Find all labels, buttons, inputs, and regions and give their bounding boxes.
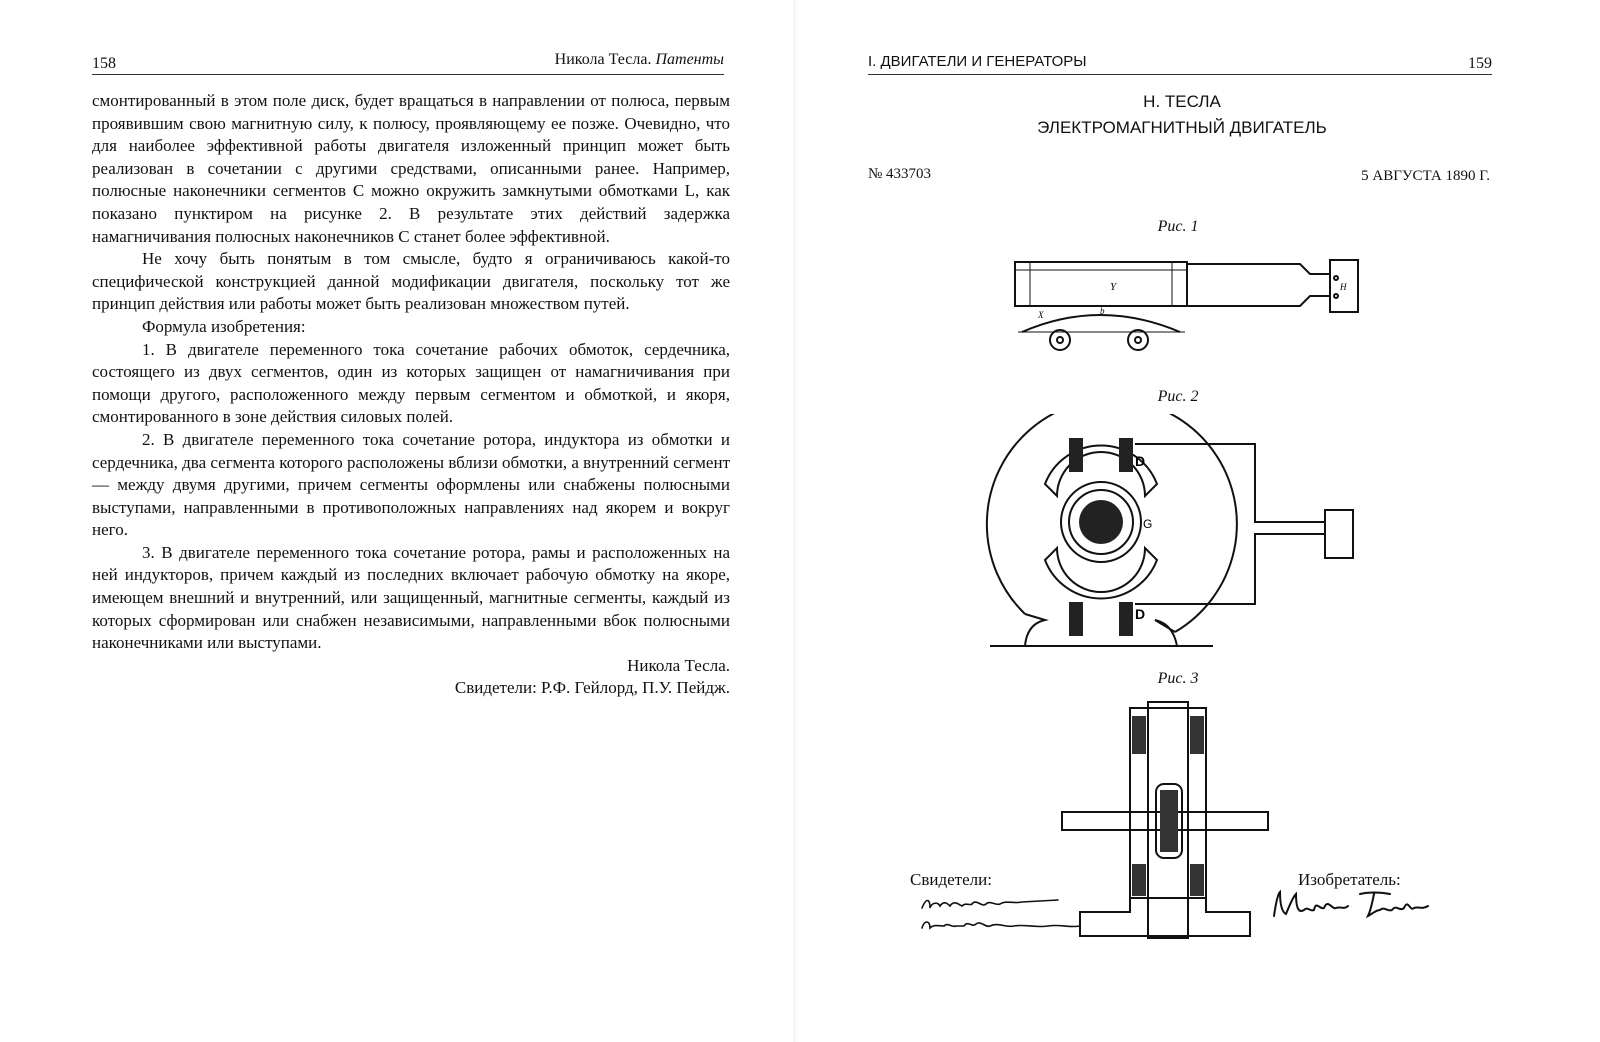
book-gutter bbox=[793, 0, 799, 1042]
svg-text:D: D bbox=[1135, 606, 1146, 622]
witnesses-label: Свидетели: bbox=[910, 870, 992, 889]
running-header-left bbox=[555, 50, 724, 70]
patent-author: Н. ТЕСЛА bbox=[1143, 92, 1221, 111]
figure-1-drawing bbox=[1000, 248, 1370, 360]
section-title: I. ДВИГАТЕЛИ И ГЕНЕРАТОРЫ bbox=[868, 53, 1087, 70]
svg-text:X: X bbox=[1038, 310, 1044, 320]
witness-signatures-image bbox=[918, 890, 1088, 942]
page-number-right: 159 bbox=[1468, 55, 1492, 72]
figure-3-caption: Рис. 3 bbox=[1157, 670, 1199, 687]
patent-date: 5 АВГУСТА 1890 Г. bbox=[1361, 168, 1490, 184]
figure-3-drawing bbox=[1060, 698, 1270, 942]
right-page bbox=[800, 0, 1600, 1042]
figure-2-caption: Рис. 2 bbox=[1157, 388, 1199, 405]
header-rule-left bbox=[92, 74, 724, 75]
svg-text:G: G bbox=[1143, 517, 1153, 531]
figure-2-drawing bbox=[985, 414, 1365, 658]
author-signature-line: Никола Тесла. bbox=[627, 655, 730, 675]
svg-text:Y: Y bbox=[1110, 281, 1117, 293]
claim-1: 1. В двигателе переменного тока сочетание рабочих обмоток, сердечника, состоящего из двух сегментов, один из которых защищен от намагничивания при помощи другого, расположенного между первым сегментом и обмоткой, и якоря, смонтированного в зоне действия силовых полей. bbox=[92, 339, 730, 427]
svg-text:D: D bbox=[1135, 453, 1146, 469]
page-number-left: 158 bbox=[92, 55, 116, 72]
header-author: Никола Тесла. bbox=[554, 51, 652, 68]
patent-number: № 433703 bbox=[868, 166, 932, 182]
claim-2: 2. В двигателе переменного тока сочетание ротора, индуктора из обмотки и сердечника, два сегмента которого расположены вблизи обмотки, а внутренний сегмент — между двумя другими, причем сегменты оформлены или снабжены полюсными выступами, направленными в противоположных направлениях над якорем и вокруг него. bbox=[92, 429, 730, 540]
svg-text:H: H bbox=[1340, 282, 1347, 292]
paragraph-2: Не хочу быть понятым в том смысле, будто я ограничиваюсь какой-то специфической конструкцией данной модификации двигателя, поскольку тот же принцип действия или работы может быть реализован множеством путей. bbox=[92, 249, 730, 314]
svg-text:b: b bbox=[1100, 306, 1105, 316]
header-rule-right bbox=[868, 74, 1492, 75]
left-page bbox=[0, 0, 790, 1042]
claim-3: 3. В двигателе переменного тока сочетание ротора, рамы и расположенных на ней индукторов, причем каждый из последних включает рабочую обмотку на якоре, имеющем внешний и внутренний, или защищенный, магнитные сегменты, каждый из которых сформирован или снабжен независимыми, направленными вбок полюсными наконечниками или выступами. bbox=[92, 542, 730, 653]
claims-heading: Формула изобретения: bbox=[142, 316, 306, 336]
patent-title: ЭЛЕКТРОМАГНИТНЫЙ ДВИГАТЕЛЬ bbox=[1037, 118, 1327, 137]
header-book-title: Патенты bbox=[655, 51, 724, 68]
witnesses-line: Свидетели: Р.Ф. Гейлорд, П.У. Пейдж. bbox=[454, 678, 730, 698]
inventor-label: Изобретатель: bbox=[1298, 870, 1401, 889]
figure-1-caption: Рис. 1 bbox=[1157, 218, 1199, 235]
paragraph-1: смонтированный в этом поле диск, будет вращаться в направлении от полюса, первым проявившим свою магнитную силу, к полюсу, проявляющему ее позже. Очевидно, что для наиболее эффективной работы двигателя изложенный принцип может быть реализован в сочетании с другими средствами, описанными ранее. Например, полюсные наконечники сегментов C можно окружить замкнутыми обмотками L, как показано пунктиром на рисунке 2. В результате этих действий задержка намагничивания полюсных наконечников C станет более эффективной. bbox=[92, 91, 730, 246]
body-text bbox=[92, 90, 730, 700]
inventor-signature-image bbox=[1268, 884, 1438, 928]
